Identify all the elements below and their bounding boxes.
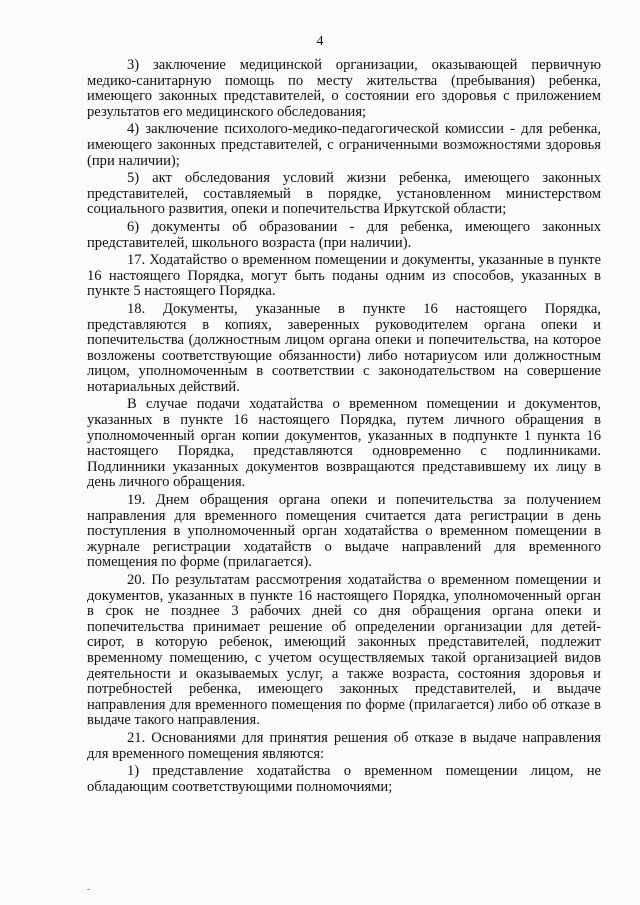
scan-mark [87,889,90,890]
document-body [87,58,601,795]
paragraph-item-3-medical-conclusion: 3) заключение медицинской организации, оказывающей первичную медико-санитарную помощь по месту жительства (пребывания) ребенка, имеющего законных представителей, о состоянии его здоровья с приложением результатов его медицинского обследования; [87,57,601,120]
paragraph-clause-21: 21. Основаниями для принятия решения об отказе в выдаче направления для временного помещения являются: [87,729,601,762]
paragraph-clause-19: 19. Днем обращения органа опеки и попечительства за получением направления для временного помещения считается дата регистрации в день поступления в уполномоченный орган ходатайства о временном помещении в журнале регистрации ходатайств о выдаче направлений для временного помещения по форме (прилагается). [87,492,601,571]
paragraph-clause-18: 18. Документы, указанные в пункте 16 настоящего Порядка, представляются в копиях, заверенных руководителем органа опеки и попечительства (должностным лицом органа опеки и попечительства, на которое возложены соответствующие обязанности) либо нотариусом или должностным лицом, уполномоченным в соответствии с законодательством на совершение нотариальных действий. [87,300,601,395]
paragraph-clause-20: 20. По результатам рассмотрения ходатайства о временном помещении и документов, указанных в пункте 16 настоящего Порядка, уполномоченный орган в срок не позднее 3 рабочих дней со дня обращения органа опеки и попечительства принимает решение об определении организации для детей-сирот, в которую ребенок, имеющий законных представителей, подлежит временному помещению, с учетом осуществляемых такой организацией видов деятельности и оказываемых услуг, а также возраста, состояния здоровья и потребностей ребенка, имеющего законных представителей, и выдаче направления для временного помещения по форме (прилагается) либо об отказе в выдаче такого направления. [87,572,601,729]
paragraph-clause-21-item-1: 1) представление ходатайства о временном помещении лицом, не обладающим соответствующими полномочиями; [87,763,601,795]
paragraph-clause-17: 17. Ходатайство о временном помещении и документы, указанные в пункте 16 настоящего Порядка, могут быть поданы одним из способов, указанных в пункте 5 настоящего Порядка. [87,252,601,300]
paragraph-item-5-living-conditions-act: 5) акт обследования условий жизни ребенка, имеющего законных представителей, составляемый в порядке, установленном министерством социального развития, опеки и попечительства Иркутской области; [87,170,601,218]
page-number: 4 [316,34,324,49]
paragraph-item-4-pmpk-conclusion: 4) заключение психолого-медико-педагогической комиссии - для ребенка, имеющего законных представителей, с ограниченными возможностями здоровья (при наличии); [87,121,601,169]
paragraph-item-6-education-documents: 6) документы об образовании - для ребенка, имеющего законных представителей, школьного возраста (при наличии). [87,218,601,251]
paragraph-clause-18-personal-submission: В случае подачи ходатайства о временном помещении и документов, указанных в пункте 16 настоящего Порядка, путем личного обращения в уполномоченный орган копии документов, указанных в подпункте 1 пункта 16 настоящего Порядка, представляются одновременно с подлинниками. Подлинники указанных документов возвращаются представившему их лицу в день личного обращения. [87,396,601,491]
